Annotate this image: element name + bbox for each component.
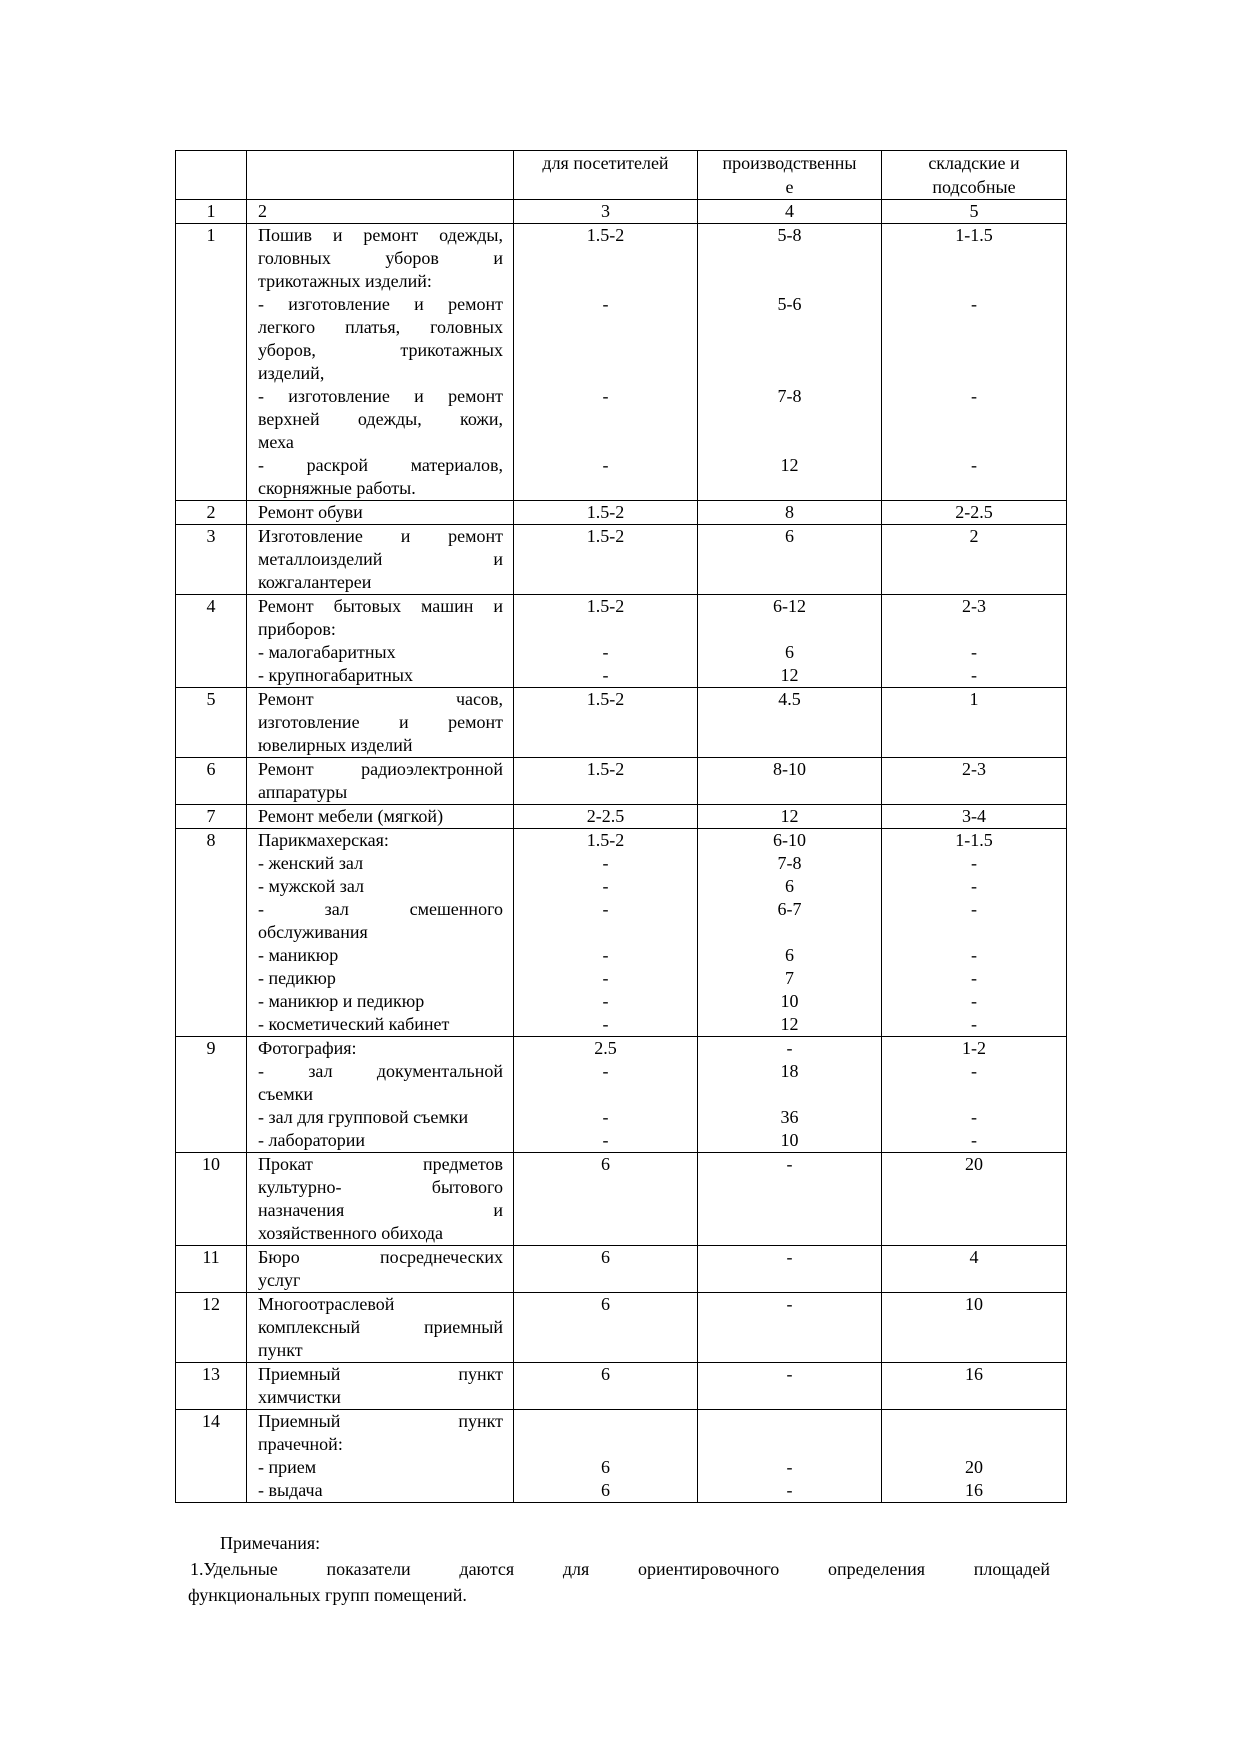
value-line: 3-4: [962, 806, 986, 826]
value-visitors: [514, 595, 698, 688]
header-visitors: для посетителей: [514, 151, 698, 200]
value-visitors: [514, 1037, 698, 1153]
value-storage: [882, 1410, 1067, 1503]
service-name-line: назначения и: [258, 1200, 503, 1220]
value-line: 16: [965, 1364, 983, 1384]
value-line: [514, 339, 697, 362]
value-production: [698, 1153, 882, 1246]
value-line: 7-8: [777, 853, 802, 873]
row-number: 2: [176, 501, 247, 525]
value-line: 6: [601, 1480, 610, 1500]
value-storage: [882, 758, 1067, 805]
table-row: [176, 1363, 1067, 1410]
header-cell-empty-1: [176, 151, 247, 200]
value-line: 2-3: [962, 596, 986, 616]
value-line: -: [971, 899, 977, 919]
service-name-line: Приемный пункт: [258, 1364, 503, 1384]
value-line: [882, 1433, 1066, 1456]
value-line: 1-1.5: [955, 225, 993, 245]
value-line: [698, 408, 881, 431]
service-name: [247, 688, 514, 758]
value-line: 12: [780, 1014, 799, 1034]
value-line: [698, 316, 881, 339]
area-norms-table: [175, 150, 1067, 1503]
service-name-line: пункт: [258, 1340, 303, 1360]
service-name-line: Многоотраслевой: [258, 1294, 395, 1314]
service-name-line: - косметический кабинет: [258, 1014, 450, 1034]
value-line: [882, 477, 1066, 500]
value-line: -: [971, 386, 977, 406]
value-line: -: [602, 876, 609, 896]
service-name-line: - крупногабаритных: [258, 665, 414, 685]
value-storage: [882, 1153, 1067, 1246]
value-line: 7-8: [777, 386, 802, 406]
value-line: -: [971, 991, 977, 1011]
service-name-line: Ремонт часов,: [258, 689, 503, 709]
service-name-line: - малогабаритных: [258, 642, 396, 662]
value-line: [882, 618, 1066, 641]
table-row: [176, 224, 1067, 501]
value-line: 2: [969, 526, 979, 546]
service-name-line: Ремонт мебели (мягкой): [258, 806, 444, 826]
value-line: [882, 1083, 1066, 1106]
service-name-line: металлоизделий и: [258, 549, 503, 569]
value-line: 6: [601, 1364, 610, 1384]
service-name-line: Прокат предметов: [258, 1154, 503, 1174]
table-row: [176, 1410, 1067, 1503]
service-name: [247, 758, 514, 805]
service-name-line: - педикюр: [258, 968, 336, 988]
value-line: 6: [785, 642, 794, 662]
value-production: [698, 501, 882, 525]
service-name: [247, 805, 514, 829]
value-line: [698, 1410, 881, 1433]
value-line: 1.5-2: [586, 526, 625, 546]
service-name-line: Парикмахерская:: [258, 830, 389, 850]
row-number: 6: [176, 758, 247, 805]
table-row: [176, 688, 1067, 758]
value-line: -: [602, 294, 609, 314]
value-line: -: [602, 642, 609, 662]
row-number: 9: [176, 1037, 247, 1153]
value-line: -: [971, 968, 977, 988]
value-visitors: [514, 688, 698, 758]
service-name-line: скорняжные работы.: [258, 478, 416, 498]
value-line: -: [602, 853, 609, 873]
value-line: -: [971, 1107, 977, 1127]
service-name-line: - прием: [258, 1457, 317, 1477]
service-name-line: обслуживания: [258, 922, 368, 942]
table-row: [176, 1246, 1067, 1293]
value-line: [514, 316, 697, 339]
value-storage: [882, 805, 1067, 829]
value-line: -: [786, 1154, 793, 1174]
row-number: 1: [176, 224, 247, 501]
value-storage: [882, 1363, 1067, 1410]
numbering-cell: 5: [882, 200, 1067, 224]
service-name-line: приборов:: [258, 619, 336, 639]
row-number: 3: [176, 525, 247, 595]
service-name-line: - зал документальной: [258, 1061, 503, 1081]
service-name-line: Изготовление и ремонт: [258, 526, 503, 546]
value-production: [698, 1037, 882, 1153]
note-item-1-line-1: 1.Удельные показатели даются для ориентировочного определения площадей: [190, 1559, 1050, 1579]
service-name-line: - выдача: [258, 1480, 323, 1500]
service-name: [247, 1246, 514, 1293]
value-line: 18: [780, 1061, 799, 1081]
value-line: [882, 270, 1066, 293]
value-line: 6: [601, 1154, 610, 1174]
value-line: [514, 270, 697, 293]
value-line: [882, 408, 1066, 431]
value-line: 5-6: [777, 294, 802, 314]
header-storage: складские и подсобные: [882, 151, 1067, 200]
value-line: -: [602, 1061, 609, 1081]
value-line: [514, 1410, 697, 1433]
value-line: 6-12: [773, 596, 806, 616]
service-name-line: верхней одежды, кожи,: [258, 409, 503, 429]
value-line: [514, 618, 697, 641]
value-line: 1.5-2: [586, 830, 625, 850]
value-line: 6: [785, 876, 794, 896]
service-name-line: - маникюр: [258, 945, 339, 965]
value-line: [882, 247, 1066, 270]
service-name-line: - изготовление и ремонт: [258, 386, 503, 406]
header-cell-empty-2: [247, 151, 514, 200]
value-line: -: [602, 455, 609, 475]
value-production: [698, 595, 882, 688]
row-number: 10: [176, 1153, 247, 1246]
value-line: 4.5: [778, 689, 801, 709]
row-number: 13: [176, 1363, 247, 1410]
service-name-line: Бюро посреднеческих: [258, 1247, 503, 1267]
value-line: [698, 1083, 881, 1106]
numbering-row: [176, 200, 1067, 224]
service-name-line: меха: [258, 432, 294, 452]
value-line: [698, 921, 881, 944]
value-line: -: [602, 1107, 609, 1127]
value-line: 1: [969, 689, 979, 709]
value-production: [698, 224, 882, 501]
service-name-line: изделий,: [258, 363, 325, 383]
value-line: 2-2.5: [955, 502, 993, 522]
value-line: 12: [780, 665, 799, 685]
service-name-line: легкого платья, головных: [258, 317, 503, 337]
value-line: -: [602, 899, 609, 919]
note-item-1-line-2: функциональных групп помещений.: [188, 1585, 467, 1605]
value-line: 10: [780, 1130, 799, 1150]
value-line: [514, 1433, 697, 1456]
service-name-line: изготовление и ремонт: [258, 712, 503, 732]
value-line: -: [602, 1014, 609, 1034]
row-number: 12: [176, 1293, 247, 1363]
value-line: -: [602, 665, 609, 685]
value-line: -: [971, 876, 977, 896]
value-line: 2-2.5: [586, 806, 625, 826]
value-line: 16: [965, 1480, 983, 1500]
value-line: [698, 618, 881, 641]
service-name-line: - женский зал: [258, 853, 364, 873]
value-line: [514, 431, 697, 454]
value-line: [514, 921, 697, 944]
service-name-line: головных уборов и: [258, 248, 503, 268]
value-line: 20: [965, 1154, 983, 1174]
value-line: -: [971, 642, 977, 662]
value-line: [514, 1083, 697, 1106]
value-line: 10: [780, 991, 799, 1011]
value-line: -: [786, 1247, 793, 1267]
service-name-line: Приемный пункт: [258, 1411, 503, 1431]
row-number: 4: [176, 595, 247, 688]
service-name: [247, 224, 514, 501]
value-line: [514, 477, 697, 500]
row-number: 14: [176, 1410, 247, 1503]
row-number: 5: [176, 688, 247, 758]
value-line: -: [971, 294, 977, 314]
table-row: [176, 805, 1067, 829]
service-name-line: химчистки: [258, 1387, 341, 1407]
value-visitors: [514, 224, 698, 501]
service-name: [247, 1037, 514, 1153]
value-line: 8-10: [773, 759, 806, 779]
service-name-line: трикотажных изделий:: [258, 271, 432, 291]
service-name-line: аппаратуры: [258, 782, 348, 802]
service-name-line: - лаборатории: [258, 1130, 366, 1150]
service-name-line: Пошив и ремонт одежды,: [258, 225, 503, 245]
service-name-line: культурно- бытового: [258, 1177, 503, 1197]
value-visitors: [514, 758, 698, 805]
value-line: 6: [785, 945, 794, 965]
value-line: 2.5: [594, 1038, 617, 1058]
service-name: [247, 829, 514, 1037]
value-line: 4: [969, 1247, 979, 1267]
numbering-cell: 4: [698, 200, 882, 224]
value-line: 6: [601, 1457, 610, 1477]
value-storage: [882, 224, 1067, 501]
table-row: [176, 829, 1067, 1037]
service-name-line: Фотография:: [258, 1038, 357, 1058]
value-line: -: [602, 991, 609, 1011]
service-name-line: комплексный приемный: [258, 1317, 503, 1337]
value-line: 10: [965, 1294, 983, 1314]
value-line: [698, 1433, 881, 1456]
table-row: [176, 525, 1067, 595]
service-name: [247, 1293, 514, 1363]
value-line: 1.5-2: [586, 689, 625, 709]
value-line: -: [786, 1480, 793, 1500]
row-number: 7: [176, 805, 247, 829]
table-row: [176, 1153, 1067, 1246]
value-line: 1.5-2: [586, 759, 625, 779]
service-name: [247, 1153, 514, 1246]
header-row: [176, 151, 1067, 200]
value-line: [882, 1410, 1066, 1433]
value-line: -: [602, 968, 609, 988]
service-name-line: Ремонт обуви: [258, 502, 363, 522]
value-line: 6: [601, 1247, 610, 1267]
row-number: 11: [176, 1246, 247, 1293]
numbering-cell: 2: [247, 200, 514, 224]
value-visitors: [514, 1293, 698, 1363]
value-line: 7: [785, 968, 794, 988]
value-storage: [882, 829, 1067, 1037]
value-line: [698, 431, 881, 454]
value-line: -: [971, 665, 977, 685]
service-name-line: кожгалантереи: [258, 572, 372, 592]
service-name-line: - изготовление и ремонт: [258, 294, 503, 314]
service-name-line: хозяйственного обихода: [258, 1223, 444, 1243]
value-line: [514, 362, 697, 385]
value-line: 20: [965, 1457, 983, 1477]
value-production: [698, 1363, 882, 1410]
value-line: -: [786, 1294, 793, 1314]
value-line: 6: [601, 1294, 610, 1314]
notes-block: [190, 1530, 1050, 1608]
value-storage: [882, 1293, 1067, 1363]
service-name-line: услуг: [258, 1270, 301, 1290]
value-line: 6: [785, 526, 794, 546]
service-name-line: прачечной:: [258, 1434, 343, 1454]
value-production: [698, 758, 882, 805]
value-line: 6-7: [777, 899, 802, 919]
value-line: [698, 477, 881, 500]
value-production: [698, 1246, 882, 1293]
service-name: [247, 1363, 514, 1410]
service-name-line: съемки: [258, 1084, 314, 1104]
numbering-cell: 1: [176, 200, 247, 224]
numbering-cell: 3: [514, 200, 698, 224]
service-name-line: Ремонт бытовых машин и: [258, 596, 503, 616]
service-name-line: ювелирных изделий: [258, 735, 413, 755]
service-name: [247, 525, 514, 595]
table-row: [176, 1293, 1067, 1363]
value-line: [882, 431, 1066, 454]
value-production: [698, 1410, 882, 1503]
value-visitors: [514, 525, 698, 595]
value-line: -: [786, 1457, 793, 1477]
value-storage: [882, 501, 1067, 525]
value-line: 1.5-2: [586, 502, 625, 522]
value-line: [698, 339, 881, 362]
value-line: 8: [785, 502, 794, 522]
value-line: [882, 362, 1066, 385]
value-storage: [882, 595, 1067, 688]
value-line: -: [786, 1038, 793, 1058]
service-name-line: - зал смешенного: [258, 899, 503, 919]
value-line: [514, 408, 697, 431]
table-row: [176, 758, 1067, 805]
service-name-line: - зал для групповой съемки: [258, 1107, 469, 1127]
value-production: [698, 805, 882, 829]
service-name-line: - мужской зал: [258, 876, 364, 896]
value-storage: [882, 1246, 1067, 1293]
value-line: -: [786, 1364, 793, 1384]
value-line: 36: [780, 1107, 799, 1127]
service-name-line: уборов, трикотажных: [258, 340, 503, 360]
value-visitors: [514, 1410, 698, 1503]
value-line: -: [971, 853, 977, 873]
value-line: [882, 316, 1066, 339]
service-name: [247, 501, 514, 525]
value-line: [882, 339, 1066, 362]
value-production: [698, 688, 882, 758]
value-storage: [882, 525, 1067, 595]
value-line: 1.5-2: [586, 225, 625, 245]
value-line: [698, 270, 881, 293]
value-line: 2-3: [962, 759, 986, 779]
value-line: [698, 362, 881, 385]
value-storage: [882, 1037, 1067, 1153]
value-production: [698, 525, 882, 595]
value-visitors: [514, 1153, 698, 1246]
notes-title: Примечания:: [220, 1533, 321, 1553]
value-line: [882, 921, 1066, 944]
value-visitors: [514, 805, 698, 829]
service-name: [247, 1410, 514, 1503]
value-line: [698, 247, 881, 270]
value-line: -: [971, 1130, 977, 1150]
value-line: -: [971, 1014, 977, 1034]
value-line: -: [971, 455, 977, 475]
value-line: -: [602, 1130, 609, 1150]
value-line: -: [971, 1061, 977, 1081]
value-visitors: [514, 501, 698, 525]
value-production: [698, 1293, 882, 1363]
value-line: 1-2: [962, 1038, 986, 1058]
value-line: -: [602, 945, 609, 965]
value-line: -: [602, 386, 609, 406]
value-line: 5-8: [777, 225, 802, 245]
value-visitors: [514, 829, 698, 1037]
value-production: [698, 829, 882, 1037]
service-name-line: - маникюр и педикюр: [258, 991, 425, 1011]
value-visitors: [514, 1246, 698, 1293]
value-line: 1.5-2: [586, 596, 625, 616]
service-name-line: - раскрой материалов,: [258, 455, 503, 475]
header-production: производственны е: [698, 151, 882, 200]
value-line: 12: [780, 806, 799, 826]
table-row: [176, 595, 1067, 688]
value-line: 1-1.5: [955, 830, 993, 850]
table-row: [176, 1037, 1067, 1153]
value-storage: [882, 688, 1067, 758]
value-line: -: [971, 945, 977, 965]
value-line: 6-10: [773, 830, 806, 850]
service-name: [247, 595, 514, 688]
row-number: 8: [176, 829, 247, 1037]
value-visitors: [514, 1363, 698, 1410]
table-row: [176, 501, 1067, 525]
value-line: [514, 247, 697, 270]
value-line: 12: [780, 455, 799, 475]
service-name-line: Ремонт радиоэлектронной: [258, 759, 503, 779]
